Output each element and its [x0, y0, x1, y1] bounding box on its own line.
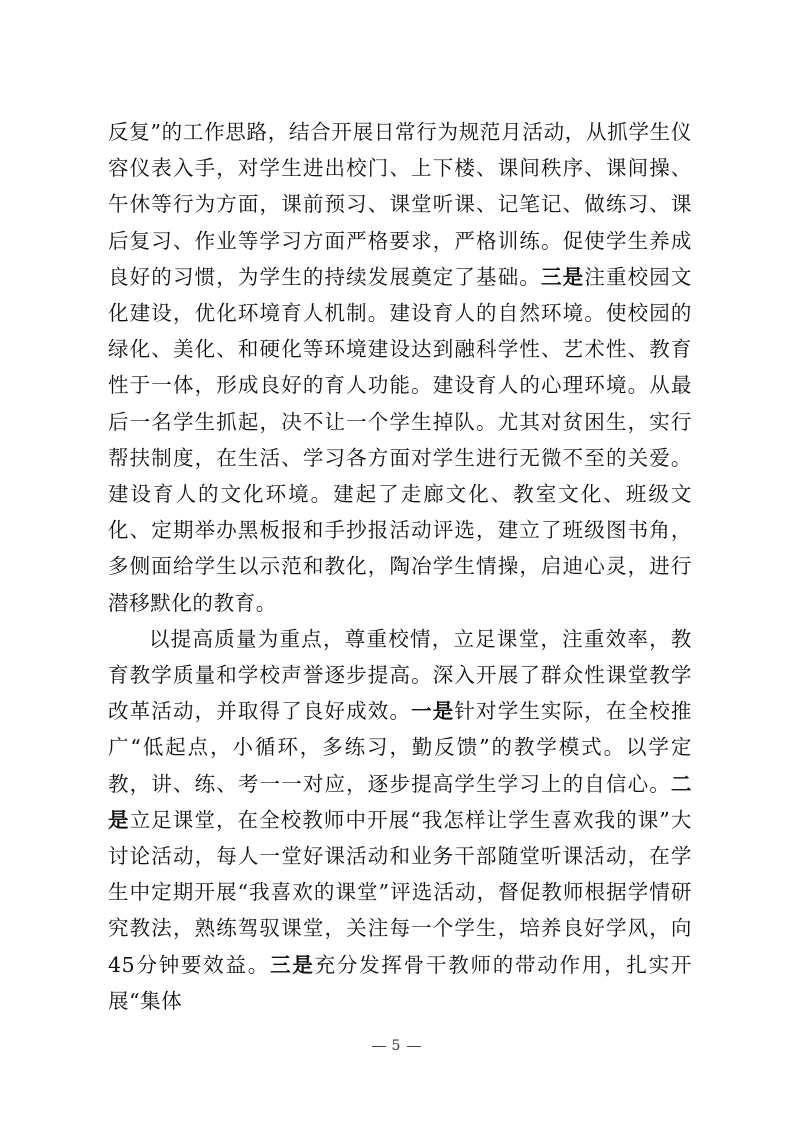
bold-text-run: 三是 [541, 264, 585, 289]
text-run: 反复”的工作思路，结合开展日常行为规范月活动，从抓学生仪容仪表入手，对学生进出校门、上下楼、课间秩序、课间操、午休等行为方面，课前预习、课堂听课、记笔记、做练习、课后复习、作业等学习方面严格要求，严格训练。促使学生养成良好的习惯，为学生的持续发展奠定了基础。 [108, 120, 692, 289]
bold-text-run: 二是 [108, 771, 692, 832]
page-footer [0, 1038, 793, 1054]
text-run: 充分发挥骨干教师的带动作用，扎实开展“集体 [108, 952, 692, 1013]
footer-dash-left [372, 1046, 386, 1047]
text-run: 以提高质量为重点，尊重校情，立足课堂，注重效率，教育教学质量和学校声誉逐步提高。深入开展了群众性课堂教学改革活动，并取得了良好成效。 [108, 626, 692, 724]
text-run: 立足课堂，在全校教师中开展“我怎样让学生喜欢我的课”大讨论活动，每人一堂好课活动和业务干部随堂听课活动，在学生中定期开展“我喜欢的课堂”评选活动，督促教师根据学情研究教法，熟练驾驭课堂，关注每一个学生，培养良好学风，向45分钟要效益。 [108, 807, 692, 977]
bold-text-run: 一是 [411, 699, 455, 724]
body-text [108, 114, 692, 1019]
paragraph [108, 114, 692, 621]
footer-dash-right [407, 1046, 421, 1047]
page-number: 5 [391, 1038, 402, 1054]
paragraph [108, 621, 692, 1019]
bold-text-run: 三是 [270, 952, 315, 977]
text-run: 注重校园文化建设，优化环境育人机制。建设育人的自然环境。使校园的绿化、美化、和硬化等环境建设达到融科学性、艺术性、教育性于一体，形成良好的育人功能。建设育人的心理环境。从最后一名学生抓起，决不让一个学生掉队。尤其对贫困生，实行帮扶制度，在生活、学习各方面对学生进行无微不至的关爱。建设育人的文化环境。建起了走廊文化、教室文化、班级文化、定期举办黑板报和手抄报活动评选，建立了班级图书角，多侧面给学生以示范和教化，陶冶学生情操，启迪心灵，进行潜移默化的教育。 [108, 264, 693, 615]
text-run: 针对学生实际，在全校推广“低起点，小循环，多练习，勤反馈”的教学模式。以学定教，讲、练、考一一对应，逐步提高学生学习上的自信心。 [108, 699, 692, 796]
